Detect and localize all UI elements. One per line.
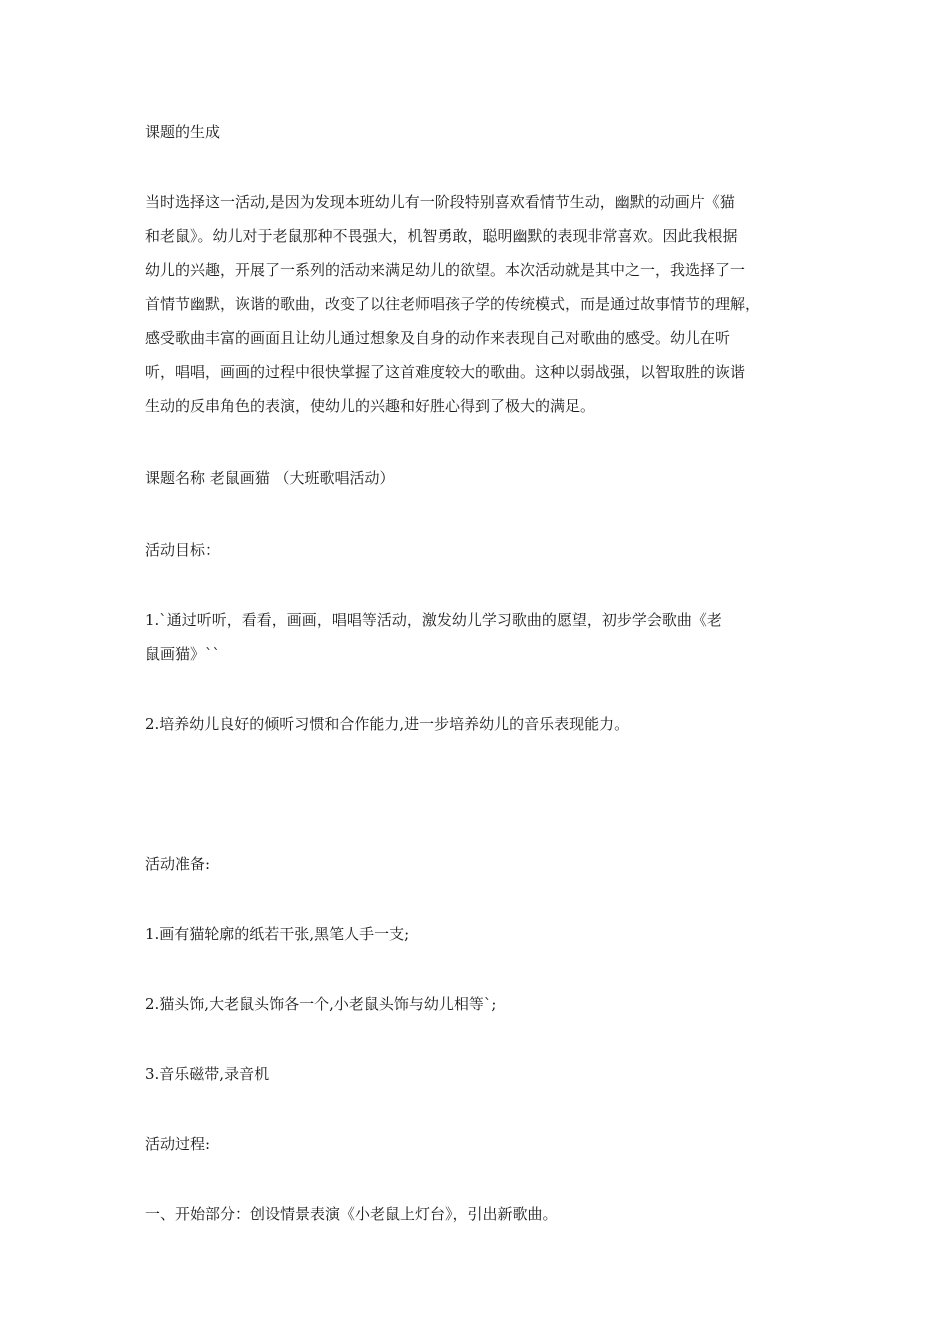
intro-line: 当时选择这一活动,是因为发现本班幼儿有一阶段特别喜欢看情节生动，幽默的动画片《猫 — [145, 193, 735, 211]
intro-line: 生动的反串角色的表演，使幼儿的兴趣和好胜心得到了极大的满足。 — [145, 397, 596, 415]
section-heading-process: 活动过程: — [145, 1135, 211, 1153]
goal-line: 鼠画猫》`` — [145, 645, 221, 663]
prep-item-2: 2.猫头饰,大老鼠头饰各一个,小老鼠头饰与幼儿相等`; — [145, 995, 497, 1013]
section-heading-preparation: 活动准备: — [145, 855, 211, 873]
goal-item-2: 2.培养幼儿良好的倾听习惯和合作能力,进一步培养幼儿的音乐表现能力。 — [145, 715, 630, 733]
process-item-1: 一、开始部分：创设情景表演《小老鼠上灯台》，引出新歌曲。 — [145, 1205, 558, 1223]
intro-line: 首情节幽默，诙谐的歌曲，改变了以往老师唱孩子学的传统模式，而是通过故事情节的理解， — [145, 295, 761, 313]
prep-item-3: 3.音乐磁带,录音机 — [145, 1065, 270, 1083]
lesson-title: 课题名称 老鼠画猫 （大班歌唱活动） — [145, 469, 395, 487]
goal-line: 1.`通过听听，看看，画画，唱唱等活动，激发幼儿学习歌曲的愿望，初步学会歌曲《老 — [145, 611, 722, 629]
prep-item-1: 1.画有猫轮廓的纸若干张,黑笔人手一支; — [145, 925, 410, 943]
section-heading-goals: 活动目标： — [145, 541, 221, 559]
intro-line: 感受歌曲丰富的画面且让幼儿通过想象及自身的动作来表现自己对歌曲的感受。幼儿在听 — [145, 329, 731, 347]
intro-line: 和老鼠》。幼儿对于老鼠那种不畏强大，机智勇敢，聪明幽默的表现非常喜欢。因此我根据 — [145, 227, 738, 245]
intro-line: 幼儿的兴趣，开展了一系列的活动来满足幼儿的欲望。本次活动就是其中之一，我选择了一 — [145, 261, 746, 279]
intro-line: 听，唱唱，画画的过程中很快掌握了这首难度较大的歌曲。这种以弱战强，以智取胜的诙谐 — [145, 363, 746, 381]
section-heading-origin: 课题的生成 — [145, 123, 221, 141]
